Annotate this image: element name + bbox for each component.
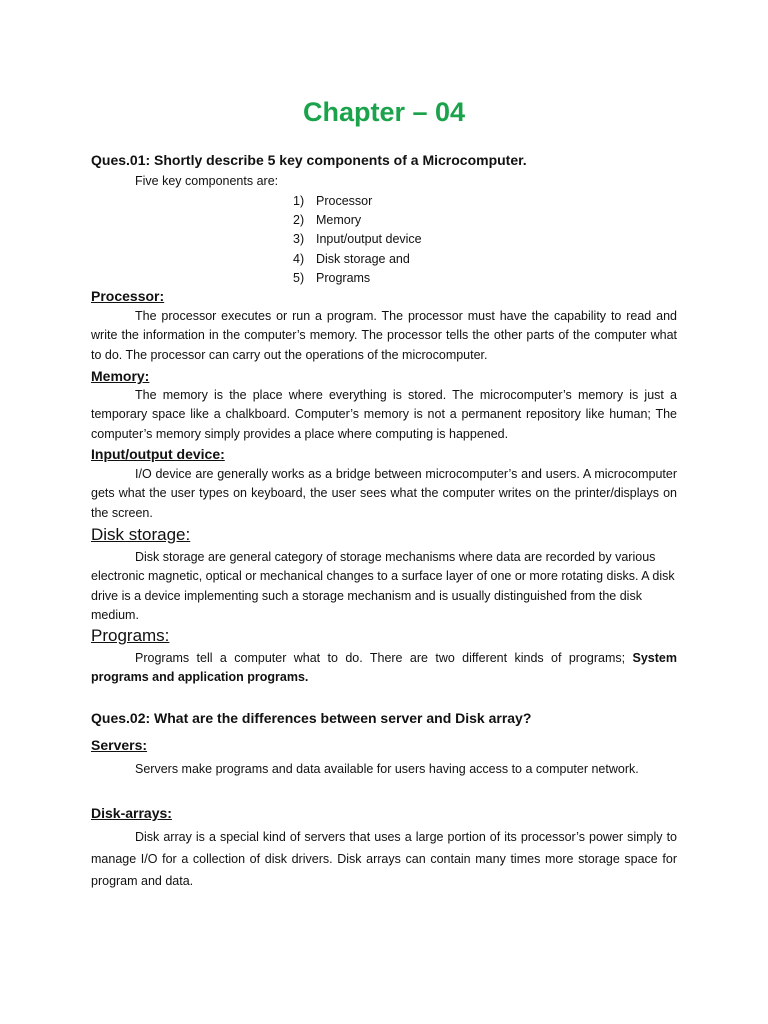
programs-heading: Programs:: [91, 626, 170, 645]
chapter-title: Chapter – 04: [302, 97, 466, 127]
list-item: [293, 230, 422, 249]
processor-paragraph: The processor executes or run a program. The processor must have the capability to read and write the information in the computer’s memory. The processor tells the other parts of the computer what to do. The processor can carry out the operations of the microcomputer.: [91, 309, 677, 362]
components-intro: Five key components are:: [135, 174, 279, 188]
list-item: [293, 192, 422, 211]
components-list: [293, 192, 422, 288]
processor-heading: Processor:: [91, 288, 165, 304]
list-label: Input/output device: [316, 232, 422, 247]
servers-paragraph: Servers make programs and data available for users having access to a computer network.: [135, 762, 639, 776]
memory-heading: Memory:: [91, 368, 150, 384]
list-item: [293, 250, 422, 269]
io-device-paragraph: I/O device are generally works as a bridge between microcomputer’s and users. A microcomputer gets what the user types on keyboard, the user sees what the computer writes on the printer/displays on the screen.: [91, 467, 677, 520]
programs-bold-text: System programs and application programs.: [91, 651, 677, 685]
list-number: 5): [293, 270, 305, 285]
list-number: 4): [293, 251, 305, 266]
disk-storage-heading: Disk storage:: [91, 525, 191, 544]
memory-paragraph: The memory is the place where everything is stored. The microcomputer’s memory is just a temporary space like a chalkboard. Computer’s memory is not a permanent repository like human; The computer’s memory simply provides a place where computing is happened.: [91, 388, 677, 441]
disk-arrays-heading: Disk-arrays:: [91, 805, 172, 821]
list-item: [293, 269, 422, 288]
servers-heading: Servers:: [91, 737, 148, 753]
list-number: 3): [293, 232, 305, 247]
programs-text: Programs tell a computer what to do. There are two different kinds of programs;: [135, 651, 633, 665]
io-device-heading: Input/output device:: [91, 446, 225, 462]
list-number: 2): [293, 213, 305, 228]
list-number: 1): [293, 194, 305, 208]
list-label: Programs: [316, 270, 371, 285]
question-1: Ques.01: Shortly describe 5 key components of a Microcomputer.: [91, 152, 527, 168]
question-2: Ques.02: What are the differences between server and Disk array?: [91, 710, 532, 726]
list-label: Disk storage and: [316, 251, 410, 266]
list-label: Memory: [316, 213, 362, 228]
list-item: [293, 211, 422, 230]
programs-paragraph: [91, 649, 677, 688]
list-label: Processor: [316, 194, 373, 208]
disk-arrays-paragraph: Disk array is a special kind of servers that uses a large portion of its processor’s power simply to manage I/O for a collection of disk drivers. Disk arrays can contain many times more storage space for program and data.: [91, 830, 677, 888]
disk-storage-paragraph: Disk storage are general category of storage mechanisms where data are recorded by various electronic magnetic, optical or mechanical changes to a surface layer of one or more rotating disks. A disk drive is a device implementing such a storage mechanism and is usually distinguished from the disk medium.: [91, 550, 675, 622]
